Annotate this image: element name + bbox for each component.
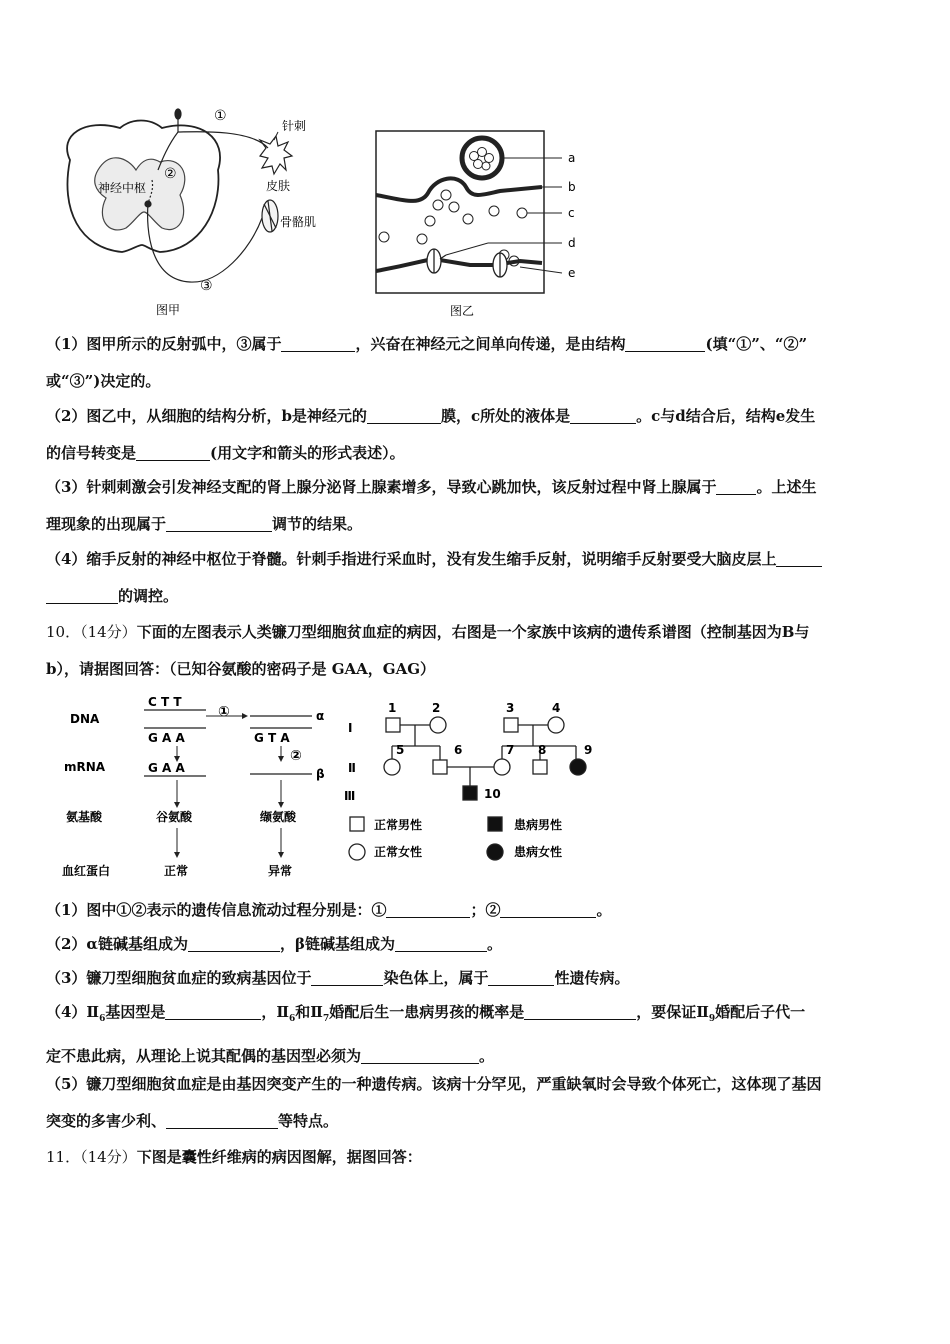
q9-part4: （4）缩手反射的神经中枢位于脊髓。针刺手指进行采血时，没有发生缩手反射，说明缩手反射要受大脑皮层上 的调控。 bbox=[46, 541, 908, 615]
pedigree bbox=[344, 701, 592, 803]
q10-part4: $(4)Ⅱ_6$基因型是 ，$Ⅱ_6$和$Ⅱ_7$婚配后生一患病男孩的概率是 ，要保证$Ⅱ_9$婚配后子代一 定不患此病，从理论上说其配偶的基因型必须为 。 bbox=[46, 1003, 806, 1065]
membrane-b bbox=[376, 178, 542, 200]
q10-blank-8[interactable] bbox=[524, 1003, 636, 1020]
label-amino-acid: 氨基酸 bbox=[66, 810, 103, 824]
person-3 bbox=[504, 718, 518, 732]
q10-part3: （3）镰刀型细胞贫血症的致病基因位于 染色体上，属于 性遗传病。 bbox=[46, 969, 630, 987]
label-abnormal: 异常 bbox=[268, 864, 293, 878]
person-6 bbox=[433, 760, 447, 774]
figure-q10 bbox=[60, 690, 600, 882]
person-4 bbox=[548, 717, 564, 733]
q9-part1: （1）图甲所示的反射弧中，③属于 ，兴奋在神经元之间单向传递，是由结构 (填“①”、“②” 或“③”)决定的。 bbox=[46, 335, 808, 390]
svg-text:8: 8 bbox=[538, 743, 547, 757]
svg-text:正常男性: 正常男性 bbox=[374, 818, 423, 832]
svg-text:4: 4 bbox=[552, 701, 561, 715]
svg-text:①: ① bbox=[218, 704, 230, 720]
svg-text:C T T: C T T bbox=[148, 695, 182, 709]
label-a: a bbox=[568, 151, 576, 165]
q9-blank-5[interactable] bbox=[136, 444, 210, 461]
label-dna: DNA bbox=[70, 712, 100, 726]
svg-text:1: 1 bbox=[388, 701, 397, 715]
label-1: ① bbox=[214, 108, 227, 124]
person-1 bbox=[386, 718, 400, 732]
svg-text:正常女性: 正常女性 bbox=[374, 845, 423, 859]
label-hemoglobin: 血红蛋白 bbox=[62, 864, 111, 878]
caption-jia: 图甲 bbox=[156, 303, 181, 317]
q9-blank-2[interactable] bbox=[625, 335, 705, 352]
vesicle-a bbox=[462, 138, 502, 178]
q9-blank-1[interactable] bbox=[281, 335, 355, 352]
svg-text:2: 2 bbox=[432, 701, 441, 715]
svg-text:10: 10 bbox=[484, 787, 501, 801]
skeletal-muscle bbox=[262, 200, 278, 232]
q10-heading: 10．（14分）下面的左图表示人类镰刀型细胞贫血症的病因，右图是一个家族中该病的遗传系谱图（控制基因为B与 b），请据图回答：（已知谷氨酸的密码子是 GAA，GAG） bbox=[46, 623, 810, 678]
label-b: b bbox=[568, 180, 576, 194]
q9-blank-7[interactable] bbox=[166, 515, 272, 532]
person-8 bbox=[533, 760, 547, 774]
person-9 bbox=[570, 759, 586, 775]
person-5 bbox=[384, 759, 400, 775]
person-10 bbox=[463, 786, 477, 800]
figure-yi-synapse bbox=[370, 125, 585, 325]
q10-blank-7[interactable] bbox=[165, 1003, 261, 1020]
person-2 bbox=[430, 717, 446, 733]
svg-text:5: 5 bbox=[396, 743, 405, 757]
normal-pathway bbox=[144, 695, 206, 878]
svg-text:6: 6 bbox=[454, 743, 463, 757]
q10-blank-3[interactable] bbox=[188, 935, 280, 952]
q10-blank-5[interactable] bbox=[311, 969, 383, 986]
svg-text:9: 9 bbox=[584, 743, 593, 757]
label-val: 缬氨酸 bbox=[260, 810, 297, 824]
label-e: e bbox=[568, 266, 576, 280]
mutant-pathway bbox=[206, 704, 325, 878]
q9-part2: （2）图乙中，从细胞的结构分析，b是神经元的 膜，c所处的液体是 。c与d结合后，结构e发生 的信号转变是 (用文字和箭头的形式表述）。 bbox=[46, 407, 816, 462]
svg-text:患病女性: 患病女性 bbox=[514, 845, 563, 859]
q9-part3: （3）针刺刺激会引发神经支配的肾上腺分泌肾上腺素增多，导致心跳加快，该反射过程中肾上腺属于 。上述生 理现象的出现属于 调节的结果。 bbox=[46, 478, 817, 533]
svg-text:Ⅱ: Ⅱ bbox=[348, 761, 356, 775]
q10-blank-4[interactable] bbox=[395, 935, 487, 952]
label-mrna: mRNA bbox=[64, 760, 106, 774]
label-neural-center: 神经中枢 bbox=[98, 181, 147, 195]
svg-text:②: ② bbox=[290, 748, 302, 764]
label-skin: 皮肤 bbox=[266, 179, 291, 193]
q9-blank-8b[interactable] bbox=[46, 587, 118, 604]
svg-text:患病男性: 患病男性 bbox=[514, 818, 563, 832]
svg-text:3: 3 bbox=[506, 701, 515, 715]
q9-blank-8a[interactable] bbox=[776, 550, 822, 567]
svg-text:Ⅲ: Ⅲ bbox=[344, 789, 356, 803]
label-d: d bbox=[568, 236, 576, 250]
svg-text:β: β bbox=[316, 767, 325, 781]
q10-blank-6[interactable] bbox=[488, 969, 554, 986]
label-needle: 针刺 bbox=[282, 119, 307, 133]
skin-receptor bbox=[260, 136, 292, 174]
svg-text:Ⅰ: Ⅰ bbox=[348, 721, 353, 735]
caption-yi: 图乙 bbox=[450, 304, 475, 318]
person-7 bbox=[494, 759, 510, 775]
q10-blank-10[interactable] bbox=[166, 1112, 278, 1129]
label-normal: 正常 bbox=[164, 864, 189, 878]
svg-text:G A A: G A A bbox=[148, 761, 185, 775]
svg-text:G A A: G A A bbox=[148, 731, 185, 745]
q11-heading: 11．（14分）下图是囊性纤维病的病因图解，据图回答： bbox=[46, 1148, 422, 1166]
q10-part1: （1）图中①②表示的遗传信息流动过程分别是：① ；② 。 bbox=[46, 901, 612, 919]
q9-blank-4[interactable] bbox=[570, 407, 636, 424]
label-3: ③ bbox=[200, 278, 213, 294]
label-muscle: 骨骼肌 bbox=[280, 215, 317, 229]
label-2: ② bbox=[164, 166, 177, 182]
q10-part5: （5）镰刀型细胞贫血症是由基因突变产生的一种遗传病。该病十分罕见，严重缺氧时会导致个体死亡，这体现了基因 突变的多害少利、 等特点。 bbox=[46, 1075, 822, 1130]
label-glu: 谷氨酸 bbox=[156, 810, 193, 824]
q10-blank-1[interactable] bbox=[386, 901, 470, 918]
q10-part2: （2）α链碱基组成为 ，β链碱基组成为 。 bbox=[46, 935, 502, 953]
q10-blank-2[interactable] bbox=[500, 901, 596, 918]
q10-blank-9[interactable] bbox=[361, 1047, 479, 1064]
q9-blank-6[interactable] bbox=[716, 478, 756, 495]
pedigree-legend bbox=[349, 817, 562, 860]
figure-jia-reflex-arc bbox=[50, 100, 340, 325]
svg-text:α: α bbox=[316, 709, 325, 723]
label-c: c bbox=[568, 206, 575, 220]
svg-text:7: 7 bbox=[506, 743, 515, 757]
svg-text:G T A: G T A bbox=[254, 731, 290, 745]
q9-blank-3[interactable] bbox=[367, 407, 441, 424]
